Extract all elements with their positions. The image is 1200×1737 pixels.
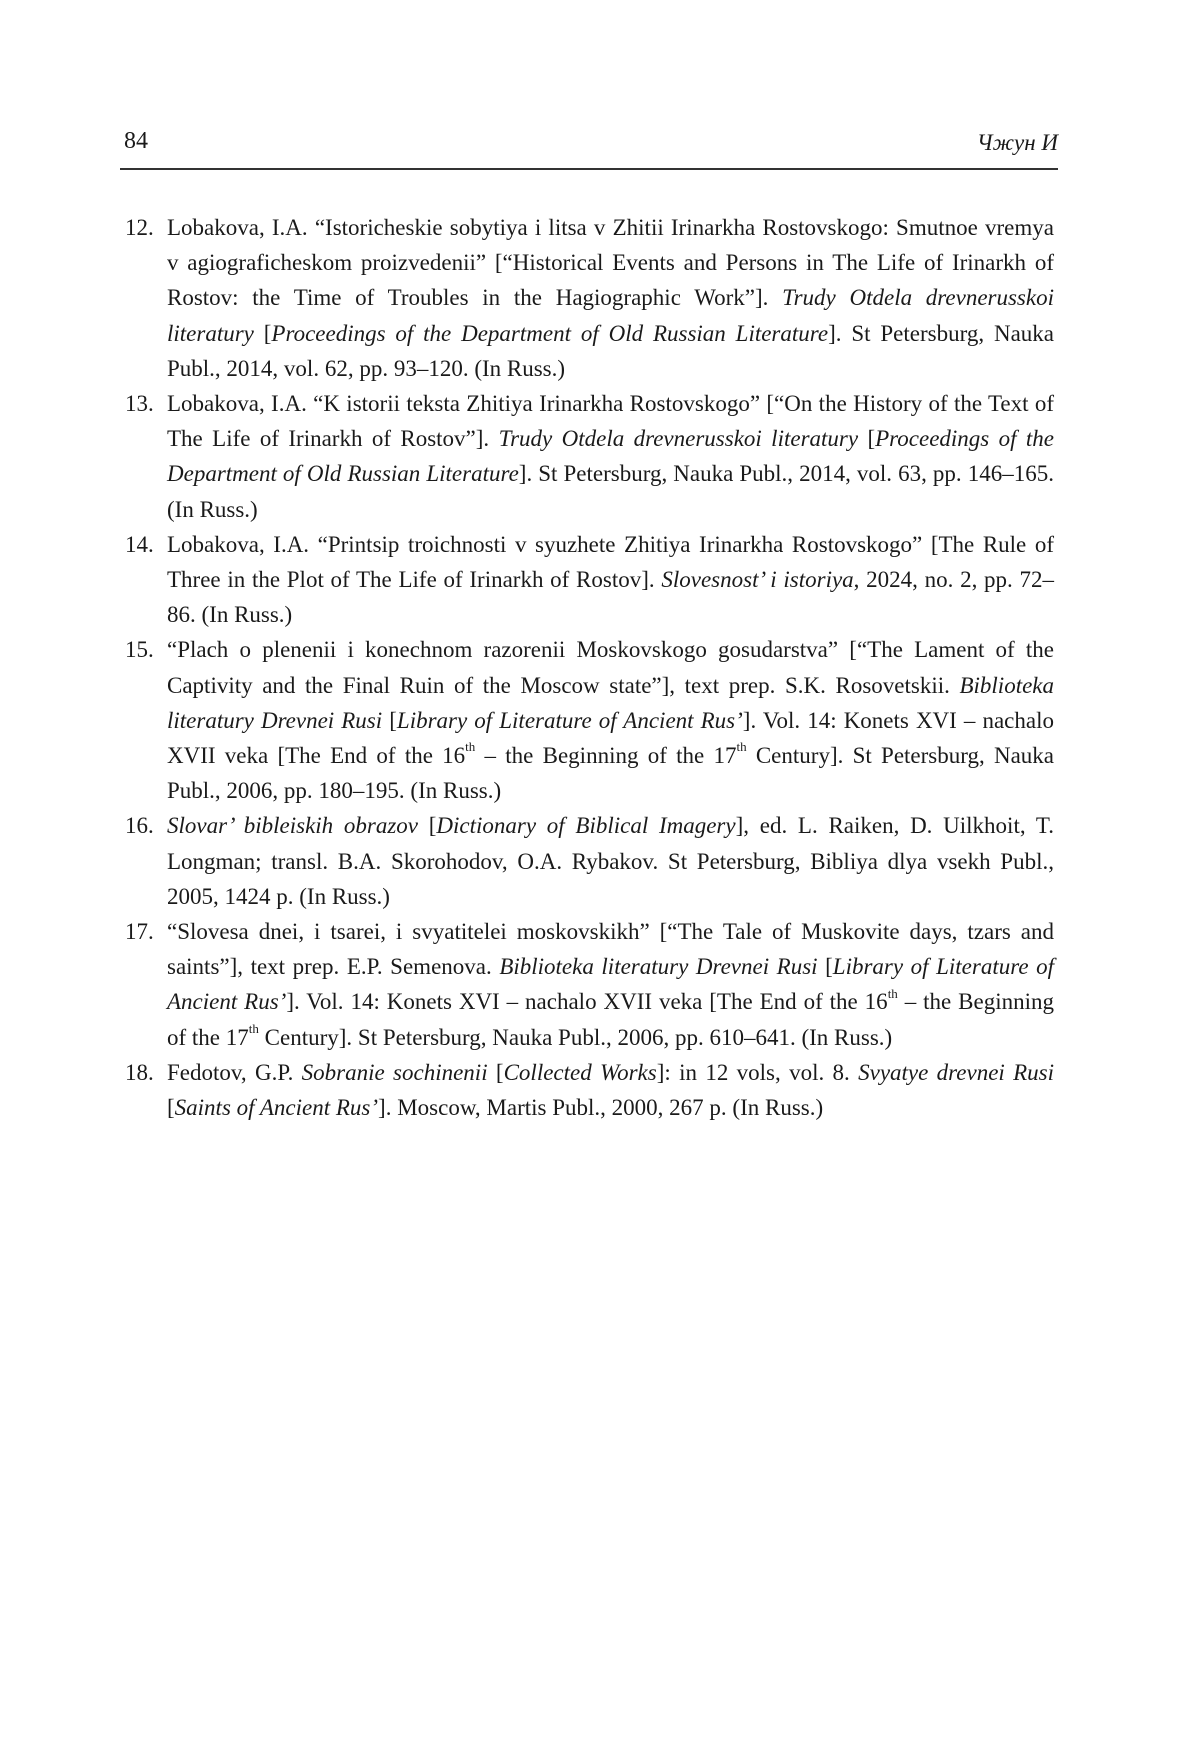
reference-text: Fedotov, G.P. bbox=[167, 1059, 302, 1085]
reference-text: ]. Vol. 14: Konets XVI – nachalo XVII veka [The End of the 16 bbox=[167, 707, 1054, 769]
reference-number: 16. bbox=[125, 813, 154, 839]
superscript: th bbox=[736, 739, 747, 755]
page-header bbox=[120, 124, 1058, 170]
reference-number: 17. bbox=[125, 919, 154, 945]
reference-title-italic: Dictionary of Biblical Imagery bbox=[436, 813, 736, 839]
reference-list bbox=[120, 210, 1054, 1125]
reference-item bbox=[120, 1055, 1054, 1125]
reference-text: “Slovesa dnei, i tsarei, i svyatitelei moskovskikh” [“The Tale of Muskovite days, tzars and saints”], text prep. E.P. Semenova. bbox=[167, 919, 1054, 980]
reference-title-italic: Library of Literature of Ancient Rus’ bbox=[167, 954, 1054, 1015]
reference-text: ]. St Petersburg, Nauka Publ., 2014, vol. 63, pp. 146–165. (In Russ.) bbox=[167, 461, 1054, 522]
reference-item bbox=[120, 632, 1054, 808]
reference-number: 15. bbox=[125, 637, 154, 663]
reference-title-italic: Sobranie sochinenii bbox=[301, 1059, 488, 1085]
reference-item bbox=[120, 386, 1054, 527]
reference-text: Century]. St Petersburg, Nauka Publ., 2006, pp. 610–641. (In Russ.) bbox=[258, 1024, 893, 1050]
reference-item bbox=[120, 210, 1054, 386]
reference-title-italic: Library of Literature of Ancient Rus’ bbox=[396, 707, 743, 733]
page-number: 84 bbox=[124, 128, 148, 154]
reference-item bbox=[120, 527, 1054, 633]
reference-title-italic: Saints of Ancient Rus’ bbox=[174, 1095, 379, 1121]
reference-text: ], ed. L. Raiken, D. Uilkhoit, T. Longman; transl. B.A. Skorohodov, O.A. Rybakov. St Petersburg, Bibliya dlya vsekh Publ., 2005, 1424 p. (In Russ.) bbox=[167, 813, 1054, 909]
superscript: th bbox=[248, 1021, 259, 1037]
reference-title-italic: Trudy Otdela drevnerusskoi literatury bbox=[167, 285, 1054, 346]
reference-title-italic: Proceedings of the Department of Old Russian Literature bbox=[271, 320, 829, 346]
reference-text: , 2024, no. 2, pp. 72–86. (In Russ.) bbox=[167, 567, 1054, 628]
reference-text: ]: in 12 vols, vol. 8. bbox=[656, 1059, 859, 1085]
reference-text: – the Beginning of the 17 bbox=[475, 743, 737, 769]
reference-text: “Plach o plenenii i konechnom razorenii Moskovskogo gosudarstva” [“The Lament of the Captivity and the Final Ruin of the Moscow state”], text prep. S.K. Rosovetskii. bbox=[167, 637, 1054, 698]
reference-text: [ bbox=[382, 707, 397, 733]
reference-item bbox=[120, 808, 1054, 914]
reference-title-italic: Biblioteka literatury Drevnei Rusi bbox=[167, 672, 1054, 733]
reference-text: Century]. St Petersburg, Nauka Publ., 2006, pp. 180–195. (In Russ.) bbox=[167, 743, 1055, 804]
reference-item bbox=[120, 914, 1054, 1055]
reference-title-italic: Biblioteka literatury Drevnei Rusi bbox=[499, 954, 818, 980]
reference-text: Lobakova, I.A. “K istorii teksta Zhitiya Irinarkha Rostovskogo” [“On the History of the Text of The Life of Irinarkh of Rostov”]. bbox=[167, 391, 1054, 452]
reference-text: – the Beginning of the 17 bbox=[167, 989, 1054, 1050]
reference-text: Lobakova, I.A. “Istoricheskie sobytiya i litsa v Zhitii Irinarkha Rostovskogo: Smutnoe vremya v agiograficheskom proizvedenii” [“Historical Events and Persons in The Life of Irinarkh of Rostov: the Time of Troubles in the Hagiographic Work”]. bbox=[167, 215, 1054, 311]
reference-title-italic: Svyatye drevnei Rusi bbox=[858, 1059, 1055, 1085]
reference-text: ]. Moscow, Martis Publ., 2000, 267 p. (In Russ.) bbox=[378, 1095, 824, 1121]
reference-title-italic: Collected Works bbox=[503, 1059, 657, 1085]
reference-text: [ bbox=[418, 813, 437, 839]
running-title: Чжун И bbox=[976, 130, 1058, 155]
reference-number: 14. bbox=[125, 531, 154, 557]
reference-text: Lobakova, I.A. “Printsip troichnosti v syuzhete Zhitiya Irinarkha Rostovskogo” [The Rule of Three in the Plot of The Life of Irinarkh of Rostov]. bbox=[167, 531, 1054, 593]
reference-number: 18. bbox=[125, 1059, 154, 1085]
reference-text: ]. St Petersburg, Nauka Publ., 2014, vol. 62, pp. 93–120. (In Russ.) bbox=[167, 320, 1054, 381]
reference-text: [ bbox=[167, 1095, 175, 1121]
reference-title-italic: Proceedings of the Department of Old Russian Literature bbox=[167, 426, 1054, 487]
reference-title-italic: Slovesnost’ i istoriya bbox=[661, 567, 854, 593]
superscript: th bbox=[465, 739, 476, 755]
reference-number: 13. bbox=[125, 391, 154, 417]
reference-text: [ bbox=[253, 320, 272, 346]
reference-text: [ bbox=[817, 954, 833, 980]
reference-title-italic: Slovar’ bibleiskih obrazov bbox=[167, 813, 419, 839]
reference-text: [ bbox=[858, 426, 876, 452]
reference-text: ]. Vol. 14: Konets XVI – nachalo XVII veka [The End of the 16 bbox=[286, 989, 888, 1015]
reference-title-italic: Trudy Otdela drevnerusskoi literatury bbox=[498, 426, 859, 452]
reference-text: [ bbox=[487, 1059, 504, 1085]
superscript: th bbox=[887, 985, 898, 1001]
reference-number: 12. bbox=[125, 215, 154, 240]
